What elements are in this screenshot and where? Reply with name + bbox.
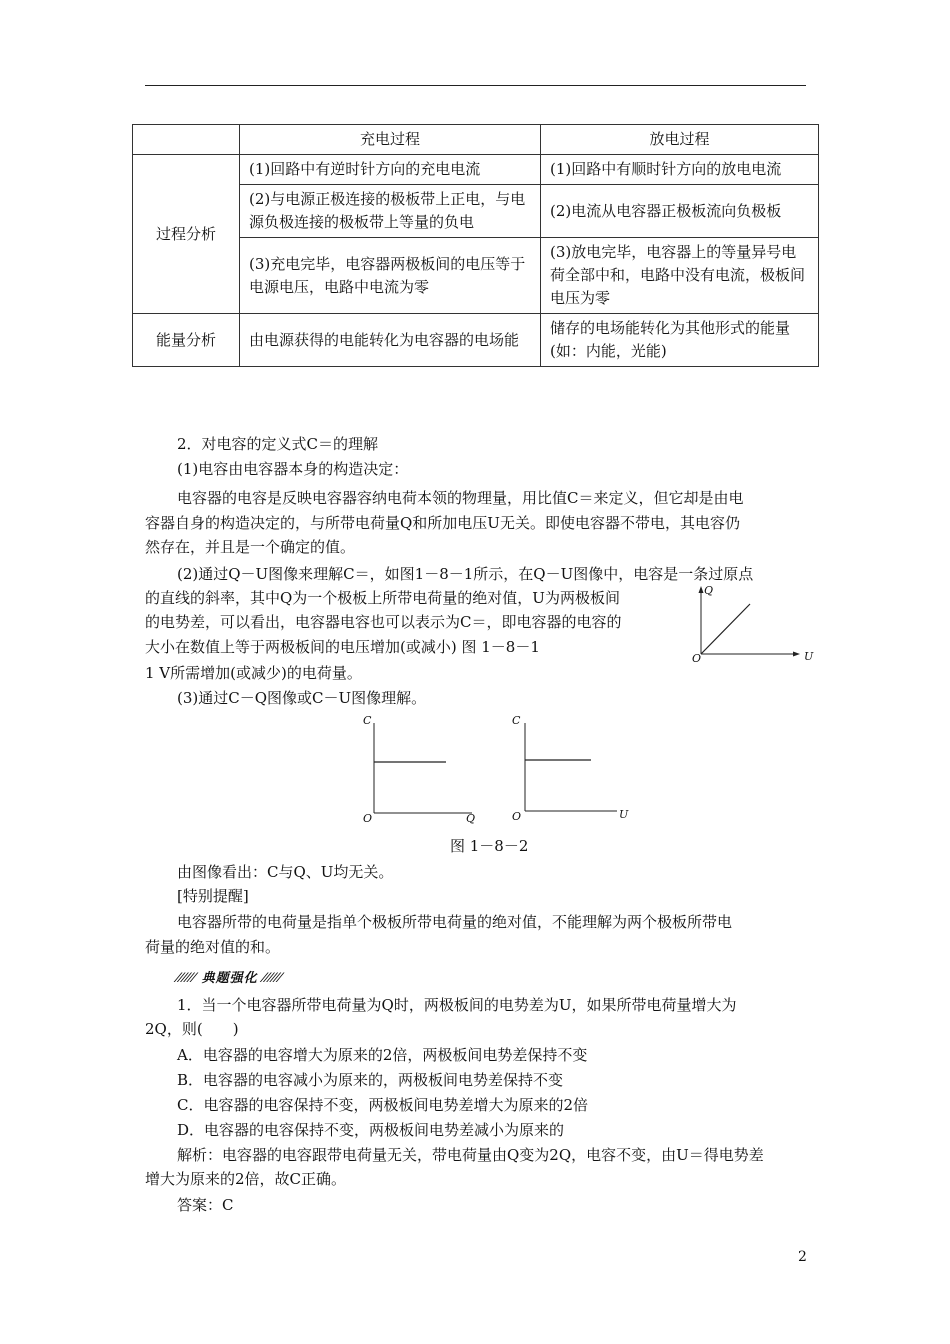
- charge-discharge-table: [132, 124, 819, 367]
- explanation-line: 增大为原来的2倍，故C正确。: [145, 1170, 347, 1188]
- section-title: 典题强化: [201, 971, 258, 986]
- y-axis-label: C: [512, 714, 521, 727]
- header-rule: [145, 85, 806, 86]
- discharge-step-1: (1)回路中有顺时针方向的放电电流: [541, 155, 819, 185]
- text-line: (3)通过C－Q图像或C－U图像理解。: [177, 689, 427, 707]
- process-analysis-label: 过程分析: [133, 155, 240, 314]
- discharge-step-2: (2)电流从电容器正极板流向负极板: [541, 185, 819, 238]
- header-charge: 充电过程: [240, 125, 541, 155]
- text-line: 的直线的斜率，其中Q为一个极板上所带电荷量的绝对值，U为两极板间: [145, 589, 620, 607]
- x-axis-label: U: [619, 808, 629, 821]
- text-line: 的电势差，可以看出，电容器电容也可以表示为C＝，即电容器的电容的: [145, 613, 622, 631]
- text-line: 电容器所带的电荷量是指单个极板所带电荷量的绝对值，不能理解为两个极板所带电: [177, 913, 733, 931]
- y-axis-label: Q: [704, 584, 714, 597]
- page-number: 2: [798, 1249, 807, 1265]
- origin-label: O: [512, 810, 522, 823]
- figure-c-q-graph: [360, 712, 490, 827]
- question-line: 1．当一个电容器所带电荷量为Q时，两极板间的电势差为U，如果所带电荷量增大为: [177, 996, 737, 1014]
- text-line: (2)通过Q－U图像来理解C＝，如图1－8－1所示，在Q－U图像中，电容是一条过原点: [177, 565, 754, 583]
- text-line: 容器自身的构造决定的，与所带电荷量Q和所加电压U无关。即使电容器不带电，其电容仍: [145, 514, 740, 532]
- text-line: 电容器的电容是反映电容器容纳电荷本领的物理量，用比值C＝来定义，但它却是由电: [177, 489, 744, 507]
- proportional-line: [701, 604, 750, 654]
- x-axis-label: Q: [466, 812, 476, 825]
- figure-q-u-graph: [690, 580, 820, 670]
- option-a: A．电容器的电容增大为原来的2倍，两极板间电势差保持不变: [177, 1046, 588, 1064]
- option-d: D．电容器的电容保持不变，两极板间电势差减小为原来的: [177, 1121, 565, 1139]
- text-line: 大小在数值上等于两极板间的电压增加(或减小) 图 1－8－1: [145, 638, 540, 656]
- energy-charge: 由电源获得的电能转化为电容器的电场能: [240, 314, 541, 367]
- text-line: 由图像看出：C与Q、U均无关。: [177, 863, 394, 881]
- section-heading: [177, 967, 282, 986]
- charge-step-1: (1)回路中有逆时针方向的充电电流: [240, 155, 541, 185]
- text-line: 1 V所需增加(或减少)的电荷量。: [145, 664, 362, 682]
- hatch-decoration: ⁄⁄⁄⁄⁄⁄: [257, 971, 283, 986]
- charge-step-3: (3)充电完毕，电容器两极板间的电压等于电源电压，电路中电流为零: [240, 238, 541, 314]
- y-axis-label: C: [363, 714, 372, 727]
- discharge-step-3: (3)放电完毕，电容器上的等量异号电荷全部中和，电路中没有电流，极板间电压为零: [541, 238, 819, 314]
- option-c: C．电容器的电容保持不变，两极板间电势差增大为原来的2倍: [177, 1096, 589, 1114]
- hatch-decoration: ⁄⁄⁄⁄⁄⁄: [177, 971, 202, 986]
- text-line: 荷量的绝对值的和。: [145, 938, 281, 956]
- option-b: B．电容器的电容减小为原来的，两极板间电势差保持不变: [177, 1071, 564, 1089]
- figure-c-u-graph: [505, 712, 635, 827]
- x-axis-label: U: [804, 650, 814, 663]
- figure-caption: 图 1－8－2: [450, 837, 529, 855]
- answer-line: 答案：C: [177, 1196, 234, 1214]
- table-corner-cell: [133, 125, 240, 155]
- x-axis-arrow: [793, 652, 800, 657]
- text-line: 2．对电容的定义式C＝的理解: [177, 435, 379, 453]
- header-discharge: 放电过程: [541, 125, 819, 155]
- energy-discharge: 储存的电场能转化为其他形式的能量(如：内能，光能): [541, 314, 819, 367]
- energy-analysis-label: 能量分析: [133, 314, 240, 367]
- origin-label: O: [363, 812, 373, 825]
- text-line: (1)电容由电容器本身的构造决定：: [177, 460, 409, 478]
- question-line: 2Q，则( ): [145, 1020, 239, 1038]
- origin-label: O: [692, 652, 702, 665]
- charge-step-2: (2)与电源正极连接的极板带上正电，与电源负极连接的极板带上等量的负电: [240, 185, 541, 238]
- text-line: 然存在，并且是一个确定的值。: [145, 538, 356, 556]
- y-axis-arrow: [699, 586, 704, 593]
- text-line: [特别提醒]: [177, 887, 249, 905]
- explanation-line: 解析：电容器的电容跟带电荷量无关，带电荷量由Q变为2Q，电容不变，由U＝得电势差: [177, 1146, 764, 1164]
